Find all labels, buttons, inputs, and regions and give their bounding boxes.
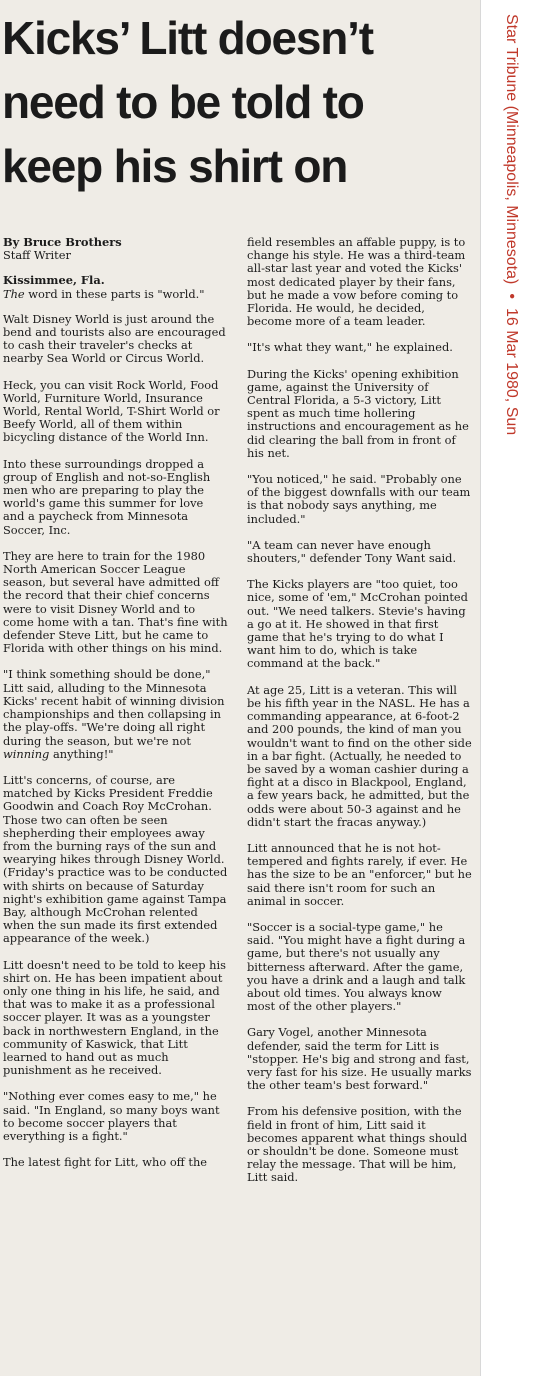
source-sidebar [480, 0, 534, 1376]
paragraph: They are here to train for the 1980 North American Soccer League season, but several have admitted off the record that their chief concerns were to visit Disney World and to come home with a tan. That's fine with defender Steve Litt, but he came to Florida with other things on his mind. [3, 548, 228, 656]
paragraph: Heck, you can visit Rock World, Food World, Furniture World, Insurance World, Rental World, T-Shirt World or Beefy World, all of them within bicycling distance of the World Inn. [3, 377, 220, 445]
paragraph: Litt doesn't need to be told to keep his shirt on. He has been impatient about only one thing in his life, he said, and that was to make it as a professional soccer player. It was as a youngster back in northwestern England, in the community of Kaswick, that Litt learned to hand out as much punishment as he received. [3, 957, 226, 1078]
headline-line-2: need to be told to [2, 76, 364, 128]
paragraph: field resembles an affable puppy, is to change his style. He was a third-team all-star last year and voted the Kicks' most dedicated player by their fans, but he made a vow before coming to Florida. He would, he decided, become more of a team leader. [247, 235, 466, 329]
article-column-right [247, 236, 472, 1198]
paragraph: "It's what they want," he explained. [247, 340, 453, 355]
quote-text: "I think something should be done," Litt said, alluding to the Minnesota Kicks' recent habit of winning division championships and then collapsing in the play-offs. "We're doing all right during the season, but we're not [3, 667, 225, 748]
paragraph: Gary Vogel, another Minnesota defender, said the term for Litt is "stopper. He's big and strong and fast, very fast for his size. He usually marks the other team's best forward." [247, 1025, 472, 1093]
lede-emphasis: The [3, 286, 25, 301]
paragraph: The latest fight for Litt, who off the [3, 1155, 208, 1170]
source-citation [502, 14, 520, 435]
paragraph: "Soccer is a social-type game," he said. "You might have a fight during a game, but there's not usually any bitterness afterward. After the game, you have a drink and a laugh and talk about old times. You always know most of the other players." [247, 919, 466, 1014]
paragraph: Litt announced that he is not hot-tempered and fights rarely, if ever. He has the size to be an "enforcer," but he said there isn't room for such an animal in soccer. [247, 840, 472, 908]
lede-text: word in these parts is "world." [24, 286, 205, 301]
byline-author: By Bruce Brothers [3, 235, 122, 249]
paragraph: "A team can never have enough shouters," defender Tony Want said. [247, 537, 457, 566]
lede-paragraph [3, 288, 228, 301]
source-date: 16 Mar 1980, Sun [503, 307, 520, 436]
paragraph: Into these surroundings dropped a group of English and not-so-English men who are preparing to play the world's game this summer for love and a paycheck from Minnesota Soccer, Inc. [3, 456, 211, 537]
quote-text-end: anything!" [49, 746, 114, 761]
source-name: Star Tribune (Minneapolis, Minnesota) [503, 14, 520, 285]
headline-line-3: keep his shirt on [2, 140, 348, 192]
headline [2, 6, 478, 198]
quote-emphasis: winning [3, 746, 50, 761]
quote-paragraph [3, 668, 228, 760]
paragraph: "You noticed," he said. "Probably one of the biggest downfalls with our team is that nobody says anything, me included." [247, 472, 471, 526]
paragraph: During the Kicks' opening exhibition game, against the University of Central Florida, a 5-3 victory, Litt spent as much time hollering instructions and encouragement as he did clearing the ball from in front of his net. [247, 366, 469, 460]
bullet-separator: • [503, 293, 520, 299]
byline-role: Staff Writer [3, 248, 71, 263]
paragraph: From his defensive position, with the field in front of him, Litt said it becomes apparent what things should or shouldn't be done. Someone must relay the message. That will be him, Litt said. [247, 1104, 468, 1185]
headline-line-1: Kicks’ Litt doesn’t [2, 12, 373, 64]
paragraph: "Nothing ever comes easy to me," he said. "In England, so many boys want to become soccer players that everything is a fight." [3, 1089, 220, 1143]
paragraph: The Kicks players are "too quiet, too nice, some of 'em," McCrohan pointed out. "We need talkers. Stevie's having a go at it. He showed in that first game that he's trying to do what I want him to do, which is take command at the back." [247, 577, 468, 671]
paragraph: Walt Disney World is just around the bend and tourists also are encouraged to cash their traveler's checks at nearby Sea World or Circus World. [3, 311, 226, 366]
paragraph: At age 25, Litt is a veteran. This will be his fifth year in the NASL. He has a commanding appearance, at 6-foot-2 and 200 pounds, the kind of man you wouldn't want to find on the other side in a bar fight. (Actually, he needed to be saved by a woman cashier during a fight at a disco in Blackpool, England, a few years back, he admitted, but the odds were about 50-3 against and he didn't start the fracas anyway.) [247, 682, 472, 829]
dateline: Kissimmee, Fla. [3, 273, 105, 288]
paragraph: Litt's concerns, of course, are matched by Kicks President Freddie Goodwin and Coach Roy McCrohan. Those two can often be seen shepherding their employees away from the burning rays of the sun and wearying hikes through Disney World. (Friday's practice was to be conducted with shirts on because of Saturday night's exhibition game against Tampa Bay, although McCrohan relented when the sun made its first extended appearance of the week.) [3, 772, 228, 946]
article-column-left [3, 236, 228, 1182]
